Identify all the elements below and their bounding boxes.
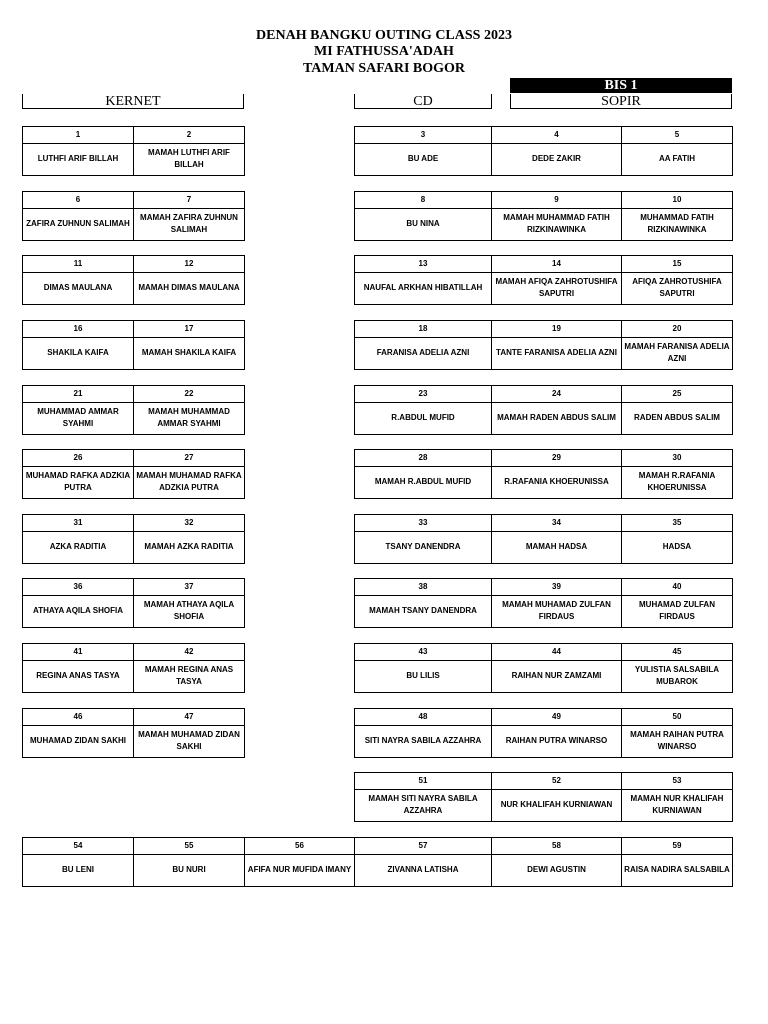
- seat-number: 42: [134, 644, 244, 661]
- seat-number: 31: [23, 515, 133, 532]
- seat-59: [621, 837, 733, 887]
- passenger-name: MUHAMAD RAFKA ADZKIA PUTRA: [25, 471, 131, 492]
- passenger-name: ZAFIRA ZUHNUN SALIMAH: [26, 219, 130, 228]
- passenger-name: RAIHAN NUR ZAMZAMI: [511, 671, 602, 680]
- seat-number: 11: [23, 256, 133, 273]
- seat-number: 6: [23, 192, 133, 209]
- seat-number: 39: [492, 579, 621, 596]
- seat-number: 14: [492, 256, 621, 273]
- seat-3: [354, 126, 492, 176]
- seat-15: [621, 255, 733, 305]
- seat-number: 43: [355, 644, 491, 661]
- seat-number: 46: [23, 709, 133, 726]
- school-name: MI FATHUSSA'ADAH: [314, 44, 454, 59]
- seat-number: 5: [622, 127, 732, 144]
- seat-number: 53: [622, 773, 732, 790]
- passenger-name: MAMAH AZKA RADITIA: [144, 542, 234, 551]
- seat-number: 21: [23, 386, 133, 403]
- seat-51: [354, 772, 492, 822]
- seat-number: 35: [622, 515, 732, 532]
- seat-33: [354, 514, 492, 564]
- seat-6: [22, 191, 134, 241]
- seat-23: [354, 385, 492, 435]
- passenger-name: AFIQA ZAHROTUSHIFA SAPUTRI: [632, 277, 722, 298]
- passenger-name: ZIVANNA LATISHA: [387, 865, 459, 874]
- seat-number: 32: [134, 515, 244, 532]
- passenger-name: SHAKILA KAIFA: [47, 348, 109, 357]
- passenger-name: TANTE FARANISA ADELIA AZNI: [496, 348, 617, 357]
- seat-number: 12: [134, 256, 244, 273]
- seat-13: [354, 255, 492, 305]
- seat-40: [621, 578, 733, 628]
- seat-4: [491, 126, 622, 176]
- seat-27: [133, 449, 245, 499]
- seat-26: [22, 449, 134, 499]
- seat-48: [354, 708, 492, 758]
- passenger-name: BU ADE: [407, 154, 439, 163]
- seat-number: 44: [492, 644, 621, 661]
- seat-47: [133, 708, 245, 758]
- seat-number: 38: [355, 579, 491, 596]
- seat-29: [491, 449, 622, 499]
- seat-number: 3: [355, 127, 491, 144]
- passenger-name: ATHAYA AQILA SHOFIA: [33, 606, 123, 615]
- seat-12: [133, 255, 245, 305]
- seat-11: [22, 255, 134, 305]
- seat-number: 28: [355, 450, 491, 467]
- passenger-name: HADSA: [662, 542, 692, 551]
- seat-2: [133, 126, 245, 176]
- passenger-name: REGINA ANAS TASYA: [36, 671, 120, 680]
- passenger-name: MAMAH ATHAYA AQILA SHOFIA: [143, 600, 235, 621]
- passenger-name: TSANY DANENDRA: [385, 542, 461, 551]
- seat-number: 18: [355, 321, 491, 338]
- seat-55: [133, 837, 245, 887]
- passenger-name: MUHAMAD ZULFAN FIRDAUS: [639, 600, 715, 621]
- seat-number: 56: [245, 838, 354, 855]
- passenger-name: MAMAH REGINA ANAS TASYA: [144, 665, 234, 686]
- passenger-name: LUTHFI ARIF BILLAH: [37, 154, 119, 163]
- sopir-header: SOPIR: [510, 94, 732, 109]
- seat-number: 58: [492, 838, 621, 855]
- seat-number: 19: [492, 321, 621, 338]
- seat-number: 1: [23, 127, 133, 144]
- passenger-name: RAIHAN PUTRA WINARSO: [505, 736, 608, 745]
- passenger-name: R.RAFANIA KHOERUNISSA: [504, 477, 609, 486]
- passenger-name: DEDE ZAKIR: [532, 154, 581, 163]
- seat-number: 22: [134, 386, 244, 403]
- passenger-name: MAMAH DIMAS MAULANA: [138, 283, 240, 292]
- seat-number: 49: [492, 709, 621, 726]
- seat-number: 45: [622, 644, 732, 661]
- seat-number: 40: [622, 579, 732, 596]
- seat-18: [354, 320, 492, 370]
- passenger-name: RADEN ABDUS SALIM: [634, 413, 720, 422]
- passenger-name: BU NINA: [406, 219, 440, 228]
- seat-32: [133, 514, 245, 564]
- passenger-name: BU LENI: [62, 865, 94, 874]
- passenger-name: DEWI AGUSTIN: [527, 865, 586, 874]
- seat-number: 30: [622, 450, 732, 467]
- passenger-name: MAMAH MUHAMAD ZIDAN SAKHI: [138, 730, 240, 751]
- seat-54: [22, 837, 134, 887]
- seat-36: [22, 578, 134, 628]
- passenger-name: MAMAH AFIQA ZAHROTUSHIFA SAPUTRI: [495, 277, 618, 298]
- seat-57: [354, 837, 492, 887]
- seat-35: [621, 514, 733, 564]
- seat-52: [491, 772, 622, 822]
- seat-44: [491, 643, 622, 693]
- passenger-name: R.ABDUL MUFID: [391, 413, 455, 422]
- seat-41: [22, 643, 134, 693]
- seat-20: [621, 320, 733, 370]
- seat-16: [22, 320, 134, 370]
- passenger-name: SITI NAYRA SABILA AZZAHRA: [364, 736, 482, 745]
- seat-number: 25: [622, 386, 732, 403]
- seat-number: 37: [134, 579, 244, 596]
- passenger-name: MAMAH FARANISA ADELIA AZNI: [624, 342, 730, 363]
- seat-number: 8: [355, 192, 491, 209]
- passenger-name: AFIFA NUR MUFIDA IMANY: [247, 865, 352, 874]
- seat-5: [621, 126, 733, 176]
- seat-number: 59: [622, 838, 732, 855]
- seat-number: 15: [622, 256, 732, 273]
- passenger-name: MAMAH MUHAMAD RAFKA ADZKIA PUTRA: [136, 471, 242, 492]
- seat-8: [354, 191, 492, 241]
- seat-number: 17: [134, 321, 244, 338]
- passenger-name: MUHAMMAD FATIH RIZKINAWINKA: [640, 213, 714, 234]
- seat-37: [133, 578, 245, 628]
- seat-22: [133, 385, 245, 435]
- seat-31: [22, 514, 134, 564]
- seat-number: 9: [492, 192, 621, 209]
- passenger-name: FARANISA ADELIA AZNI: [376, 348, 470, 357]
- passenger-name: MAMAH LUTHFI ARIF BILLAH: [148, 148, 230, 169]
- seat-46: [22, 708, 134, 758]
- seat-number: 52: [492, 773, 621, 790]
- passenger-name: MAMAH HADSA: [525, 542, 588, 551]
- seat-42: [133, 643, 245, 693]
- seat-28: [354, 449, 492, 499]
- passenger-name: NAUFAL ARKHAN HIBATILLAH: [363, 283, 483, 292]
- seat-number: 34: [492, 515, 621, 532]
- seat-number: 27: [134, 450, 244, 467]
- passenger-name: YULISTIA SALSABILA MUBAROK: [634, 665, 720, 686]
- seat-1: [22, 126, 134, 176]
- seat-38: [354, 578, 492, 628]
- kernet-header: KERNET: [22, 94, 244, 109]
- passenger-name: RAISA NADIRA SALSABILA: [624, 865, 730, 874]
- seat-30: [621, 449, 733, 499]
- seat-number: 54: [23, 838, 133, 855]
- seat-number: 33: [355, 515, 491, 532]
- passenger-name: AZKA RADITIA: [49, 542, 107, 551]
- passenger-name: MAMAH RAIHAN PUTRA WINARSO: [630, 730, 724, 751]
- seat-21: [22, 385, 134, 435]
- seat-number: 2: [134, 127, 244, 144]
- passenger-name: MUHAMMAD AMMAR SYAHMI: [37, 407, 119, 428]
- seat-number: 50: [622, 709, 732, 726]
- seat-10: [621, 191, 733, 241]
- seat-number: 4: [492, 127, 621, 144]
- seat-14: [491, 255, 622, 305]
- passenger-name: MAMAH R.RAFANIA KHOERUNISSA: [638, 471, 716, 492]
- seat-43: [354, 643, 492, 693]
- destination-name: TAMAN SAFARI BOGOR: [302, 61, 466, 76]
- seat-58: [491, 837, 622, 887]
- seat-number: 13: [355, 256, 491, 273]
- seat-number: 24: [492, 386, 621, 403]
- cd-header: CD: [354, 94, 492, 109]
- seat-56: [244, 837, 355, 887]
- passenger-name: MAMAH NUR KHALIFAH KURNIAWAN: [630, 794, 724, 815]
- seat-number: 23: [355, 386, 491, 403]
- seat-number: 10: [622, 192, 732, 209]
- passenger-name: MAMAH ZAFIRA ZUHNUN SALIMAH: [140, 213, 238, 234]
- seat-number: 16: [23, 321, 133, 338]
- seat-number: 20: [622, 321, 732, 338]
- seat-49: [491, 708, 622, 758]
- seat-number: 55: [134, 838, 244, 855]
- seat-number: 48: [355, 709, 491, 726]
- passenger-name: MAMAH SHAKILA KAIFA: [141, 348, 237, 357]
- seat-number: 26: [23, 450, 133, 467]
- passenger-name: BU LILIS: [406, 671, 440, 680]
- seat-25: [621, 385, 733, 435]
- seat-50: [621, 708, 733, 758]
- passenger-name: NUR KHALIFAH KURNIAWAN: [500, 800, 613, 809]
- seat-53: [621, 772, 733, 822]
- passenger-name: MAMAH RADEN ABDUS SALIM: [497, 413, 616, 422]
- seat-17: [133, 320, 245, 370]
- seat-number: 57: [355, 838, 491, 855]
- bus-label: BIS 1: [510, 78, 732, 93]
- seat-number: 51: [355, 773, 491, 790]
- passenger-name: MAMAH MUHAMAD ZULFAN FIRDAUS: [502, 600, 611, 621]
- seat-7: [133, 191, 245, 241]
- seat-number: 41: [23, 644, 133, 661]
- seat-39: [491, 578, 622, 628]
- passenger-name: MUHAMAD ZIDAN SAKHI: [30, 736, 126, 745]
- seat-9: [491, 191, 622, 241]
- passenger-name: DIMAS MAULANA: [43, 283, 113, 292]
- seat-34: [491, 514, 622, 564]
- passenger-name: MAMAH MUHAMMAD FATIH RIZKINAWINKA: [503, 213, 610, 234]
- seat-45: [621, 643, 733, 693]
- seat-19: [491, 320, 622, 370]
- passenger-name: MAMAH R.ABDUL MUFID: [374, 477, 472, 486]
- seat-number: 36: [23, 579, 133, 596]
- document-title: DENAH BANGKU OUTING CLASS 2023: [256, 28, 512, 43]
- passenger-name: MAMAH SITI NAYRA SABILA AZZAHRA: [368, 794, 478, 815]
- passenger-name: BU NURI: [172, 865, 206, 874]
- seat-number: 7: [134, 192, 244, 209]
- passenger-name: AA FATIH: [659, 154, 695, 163]
- seat-24: [491, 385, 622, 435]
- passenger-name: MAMAH TSANY DANENDRA: [369, 606, 477, 615]
- seat-number: 29: [492, 450, 621, 467]
- seat-number: 47: [134, 709, 244, 726]
- passenger-name: MAMAH MUHAMMAD AMMAR SYAHMI: [148, 407, 230, 428]
